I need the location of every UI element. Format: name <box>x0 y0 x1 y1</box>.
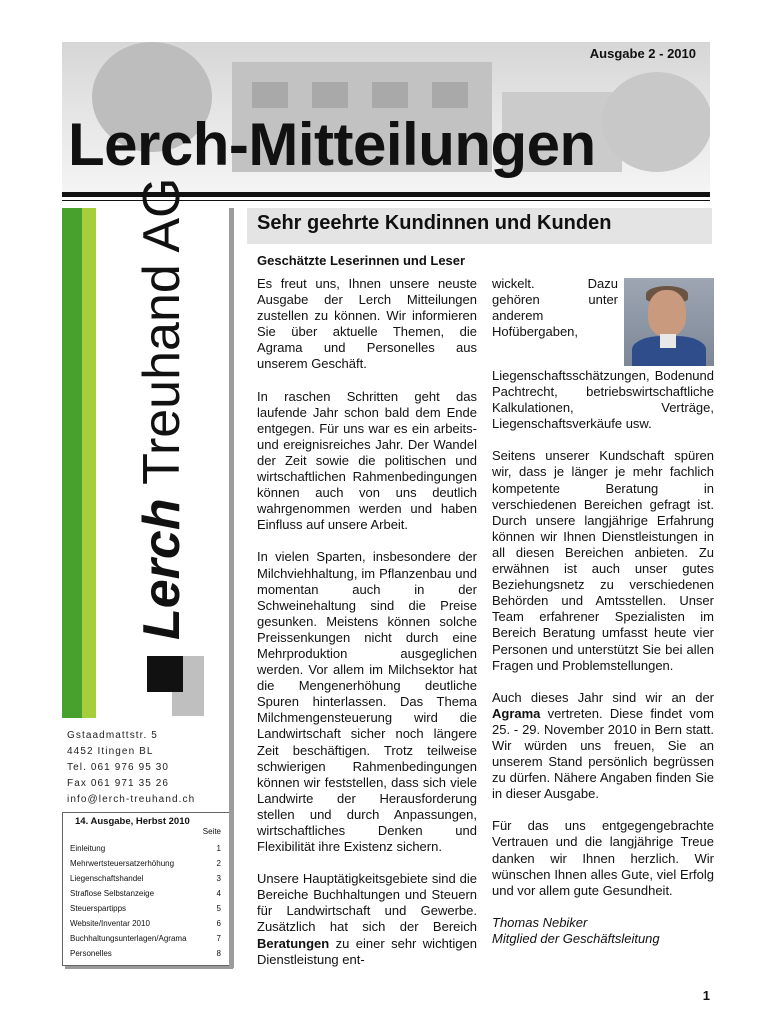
toc-item-label: Steuerspartipps <box>70 904 127 913</box>
company-logo-text <box>132 178 192 641</box>
logo-square-white <box>150 694 172 716</box>
article-column-1 <box>257 276 477 984</box>
photo-face <box>648 290 686 336</box>
column-divider <box>229 208 234 968</box>
paragraph: In vielen Sparten, insbesondere der Milchviehhaltung, im Pflanzenbau und momentan auch in der Schweinehaltung sind die Preise gesunken. Meistens können solche Preissenkungen nicht durch eine Mehrproduktion ausgeglichen werden. Vor allem im Milchsektor hat die Mengenerhöhung deutliche Spuren hinterlassen. Das Thema Milchmengensteuerung wird die Landwirtschaft sicher noch längere Zeit beschäftigen. Trotz teilweise schwierigen Rahmenbedingungen können wir feststellen, dass sich viele Landwirte der Herausforderung stellen und durch Anpassungen, wirtschaftliches Denken und Flexibilität ihre Existenz sichern. <box>257 549 477 855</box>
toc-title: 14. Ausgabe, Herbst 2010 <box>75 816 190 827</box>
table-of-contents <box>62 812 230 966</box>
toc-page-header: Seite <box>202 827 221 836</box>
toc-item[interactable] <box>70 931 221 946</box>
article-subheading: Geschätzte Leserinnen und Leser <box>257 253 466 268</box>
toc-item-page: 4 <box>216 889 221 898</box>
toc-item[interactable] <box>70 856 221 871</box>
building-window <box>432 82 468 108</box>
address-email[interactable]: info@lerch-treuhand.ch <box>67 794 196 805</box>
paragraph-bold: Agrama <box>492 705 541 721</box>
article-column-2 <box>492 276 714 947</box>
tree-graphic <box>602 72 710 172</box>
toc-item-label: Buchhaltungsunterlagen/Agrama <box>70 934 187 943</box>
toc-item[interactable] <box>70 886 221 901</box>
address-fax: Fax 061 971 35 26 <box>67 778 170 789</box>
toc-item[interactable] <box>70 946 221 961</box>
masthead-banner <box>62 42 710 192</box>
toc-item-page: 5 <box>216 904 221 913</box>
toc-item-page: 6 <box>216 919 221 928</box>
toc-item-page: 1 <box>216 844 221 853</box>
toc-item-label: Mehrwertsteuersatzerhöhung <box>70 859 175 868</box>
signature-name: Thomas Nebiker <box>492 914 588 930</box>
address-city: 4452 Itingen BL <box>67 746 154 757</box>
paragraph-text: Auch dieses Jahr sind wir an der <box>492 689 714 705</box>
article-heading-bar <box>247 208 712 244</box>
toc-item-page: 8 <box>216 949 221 958</box>
toc-item-label: Personelles <box>70 949 112 958</box>
toc-item-label: Einleitung <box>70 844 106 853</box>
paragraph-bold: Beratungen <box>257 935 330 951</box>
paragraph-text: Unsere Hauptätigkeitsgebiete sind die Bereiche Buchhaltungen und Steuern für Landwirtschaft und Gewerbe. Zusätzlich hat sich der Bereich <box>257 871 477 935</box>
company-address <box>67 728 227 808</box>
toc-item[interactable] <box>70 841 221 856</box>
paragraph-text: vertreten. Diese findet vom 25. - 29. November 2010 in Bern statt. Wir würden uns freuen, Sie an unserem Stand persönlich begrüssen zu dürfen. Nähere Angaben finden Sie in dieser Ausgabe. <box>492 705 714 802</box>
paragraph: In raschen Schritten geht das laufende Jahr schon bald dem Ende entgegen. Für uns war es ein arbeits- und ereignisreiches Jahr. Der Wandel der Zeit sowie die politischen und wirtschaftlichen Rahmenbedingungen können auch von uns deutlich wahrgenommen werden und haben Einfluss auf unsere Arbeit. <box>257 388 477 533</box>
address-phone: Tel. 061 976 95 30 <box>67 762 170 773</box>
toc-item[interactable] <box>70 871 221 886</box>
logo-green-bar <box>62 208 82 718</box>
toc-item-label: Liegenschaftshandel <box>70 874 144 883</box>
toc-item-page: 7 <box>216 934 221 943</box>
paragraph: wickelt. Dazu gehören unter anderem Hofübergaben, Liegenschaftsschätzungen, Bodenund Pachtrecht, betriebswirtschaftliche Kalkulationen, Verträge, Liegenschaftsverkäufe usw. <box>492 276 714 432</box>
toc-list <box>70 841 221 961</box>
issue-label: Ausgabe 2 - 2010 <box>589 46 696 61</box>
address-street: Gstaadmattstr. 5 <box>67 730 158 741</box>
toc-item[interactable] <box>70 916 221 931</box>
paragraph-text: zu einer sehr wichtigen Dienstleistung ent- <box>257 935 477 967</box>
toc-item[interactable] <box>70 901 221 916</box>
article-heading: Sehr geehrte Kundinnen und Kunden <box>257 212 612 234</box>
signature-role: Mitglied der Geschäftsleitung <box>492 930 660 946</box>
paragraph <box>492 690 714 803</box>
toc-item-label: Straflose Selbstanzeige <box>70 889 155 898</box>
page-number: 1 <box>702 988 710 1003</box>
building-window <box>252 82 288 108</box>
paragraph: Seitens unserer Kundschaft spüren wir, dass je länger je mehr fachlich kompetente Beratung in verschiedenen Bereichen gefragt ist. Durch unsere langjährige Erfahrung können wir Ihnen Dienstleistungen in all diesen Bereichen anbieten. Zu erwähnen ist auch unser gutes Beziehungsnetz zu verschiedenen Behörden und Amtsstellen. Unser Team erfahrener Spezialisten im Bereich Beratung umfasst heute vier Personen und unterstützt Sie bei allen Fragen und Problemstellungen. <box>492 448 714 673</box>
toc-item-page: 2 <box>216 859 221 868</box>
toc-item-page: 3 <box>216 874 221 883</box>
paragraph: Es freut uns, Ihnen unsere neuste Ausgabe der Lerch Mitteilungen zustellen zu können. Wir informieren Sie über aktuelle Themen, die Agrama und Personelles aus unserem Geschäft. <box>257 276 477 372</box>
paragraph <box>257 871 477 968</box>
building-window <box>312 82 348 108</box>
logo-lime-bar <box>82 208 96 718</box>
newsletter-title: Lerch-Mitteilungen <box>68 111 596 178</box>
paragraph: Für das uns entgegengebrachte Vertrauen und die langjährige Treue danken wir Ihnen herzlich. Wir wünschen Ihnen alles Gute, viel Erfolg und vor allem gute Gesundheit. <box>492 818 714 898</box>
author-photo <box>624 278 714 366</box>
logo-brand-rest: Treuhand AG <box>133 177 191 499</box>
logo-brand-bold: Lerch <box>133 498 191 640</box>
toc-item-label: Website/Inventar 2010 <box>70 919 150 928</box>
photo-collar <box>660 334 676 348</box>
logo-square-dark <box>147 656 183 692</box>
building-window <box>372 82 408 108</box>
